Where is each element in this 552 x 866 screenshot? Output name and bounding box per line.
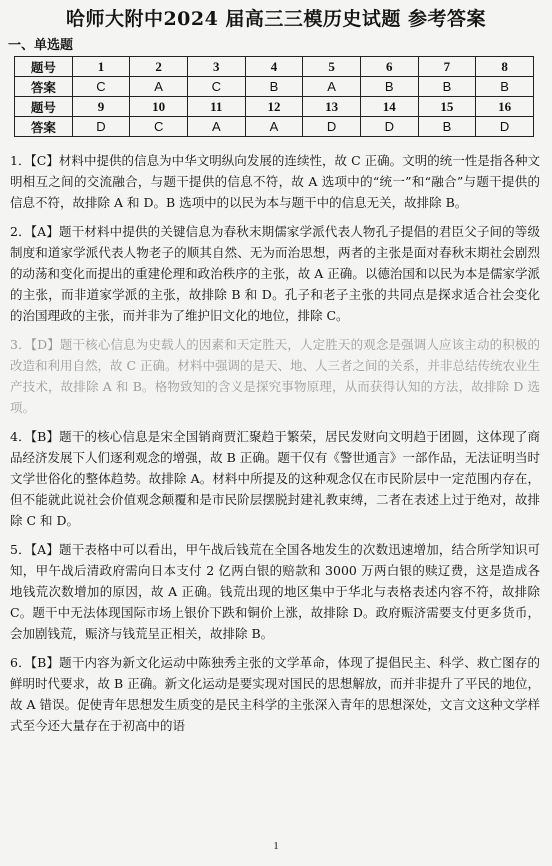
- table-row: [15, 97, 534, 117]
- table-cell: 14: [360, 97, 418, 117]
- table-row: [15, 117, 534, 137]
- page-number: 1: [273, 840, 279, 852]
- table-cell: A: [130, 77, 188, 97]
- table-cell: 6: [360, 57, 418, 77]
- table-cell: A: [187, 117, 245, 137]
- answer-explanation-3: 3．【D】题干核心信息为史载人的因素和天定胜天，人定胜天的观念是强调人应该主动的积极的改造和利用自然，故 C 正确。材料中强调的是天、地、人三者之间的关系，并非总结传统农业生产技术，故排除 A 和 B。格物致知的含义是探究事物原理，从而获得认知的方法，故排除 D 选项。: [10, 337, 541, 415]
- table-cell: 4: [245, 57, 303, 77]
- table-row: [15, 57, 534, 77]
- table-cell: 11: [187, 97, 245, 117]
- table-cell: 5: [303, 57, 361, 77]
- answer-explanation-4: 4．【B】题干的核心信息是宋全国销商贾汇聚趋于繁荣，居民发财向文明趋于团圆，这体现了商品经济发展下人们逐利观念的增强，故 B 正确。题干仅有《警世通言》一部作品，无法证明当时文学世俗化的整体趋势。故排除 A。材料中所提及的这种观念仅在市民阶层中一定范围内存在，但不能就此说社会价值观念颠覆和是市民阶层摆脱封建礼教束缚，二者在表述上过于绝对，故排除 C 和 D。: [10, 429, 540, 528]
- table-cell: 1: [72, 57, 130, 77]
- table-cell: A: [245, 117, 303, 137]
- table-cell: 2: [130, 57, 188, 77]
- table-cell: 7: [418, 57, 476, 77]
- page-title: 哈师大附中2024 届高三三模历史试题 参考答案: [65, 8, 487, 30]
- table-cell: 10: [130, 97, 188, 117]
- row-label-answer: 答案: [15, 117, 73, 137]
- row-label-number: 题号: [15, 97, 73, 117]
- answer-explanation-6: 6．【B】题干内容为新文化运动中陈独秀主张的文学革命，体现了提倡民主、科学、救亡图存的鲜明时代要求，故 B 正确。新文化运动是要实现对国民的思想解放，而并非提升了平民的地位，故 A 错误。促使青年思想发生质变的是民主科学的主张深入青年的思想深处，文言文这种文学样式至今还大量存在于初高中的语: [10, 655, 540, 733]
- table-cell: 13: [303, 97, 361, 117]
- table-cell: 8: [476, 57, 534, 77]
- table-cell: D: [303, 117, 361, 137]
- table-cell: C: [130, 117, 188, 137]
- table-cell: B: [476, 77, 534, 97]
- answer-key-table: [14, 56, 534, 137]
- row-label-number: 题号: [15, 57, 73, 77]
- table-row: [15, 77, 534, 97]
- table-cell: D: [476, 117, 534, 137]
- table-cell: A: [303, 77, 361, 97]
- table-cell: B: [360, 77, 418, 97]
- table-cell: 16: [476, 97, 534, 117]
- table-cell: 9: [72, 97, 130, 117]
- answer-explanation-1: 1．【C】材料中提供的信息为中华文明纵向发展的连续性，故 C 正确。文明的统一性是指各种文明相互之间的交流融合，与题干提供的信息不符，故 A 选项中的“统一”和“融合”与题干提供的信息不符，故排除 A 和 D。B 选项中的以民为本与题干中的信息无关，故排除 B。: [10, 153, 540, 210]
- table-cell: 3: [187, 57, 245, 77]
- table-cell: C: [187, 77, 245, 97]
- table-cell: B: [418, 117, 476, 137]
- table-cell: B: [245, 77, 303, 97]
- answer-explanation-5: 5．【A】题干表格中可以看出，甲午战后钱荒在全国各地发生的次数迅速增加，结合所学知识可知，甲午战后清政府需向日本支付 2 亿两白银的赔款和 3000 万两白银的赎辽费，这是造成各地钱荒次数增加的原因，故 A 正确。钱荒出现的地区集中于华北与表格表述内容不符，故排除 C。题干中无法体现国际市场上银价下跌和铜价上涨，故排除 D。政府赈济需要支付更多货币，会加剧钱荒，赈济与钱荒呈正相关，故排除 B。: [10, 542, 540, 641]
- table-cell: 15: [418, 97, 476, 117]
- answer-explanations: [10, 150, 540, 744]
- table-cell: B: [418, 77, 476, 97]
- row-label-answer: 答案: [15, 77, 73, 97]
- table-cell: C: [72, 77, 130, 97]
- answer-explanation-2: 2．【A】题干材料中提供的关键信息为春秋末期儒家学派代表人物孔子提倡的君臣父子间的等级制度和道家学派代表人物老子的顺其自然、无为而治思想，两者的主张是面对春秋末期社会剧烈的动荡和变化而提出的重建伦理和政治秩序的主张，故 A 正确。以德治国和以民为本是儒家学派的主张，而非道家学派的主张，故排除 B 和 D。孔子和老子主张的共同点是探求适合社会变化的治国理政的主张，而并非为了维护旧文化的地位，排除 C。: [10, 224, 540, 323]
- table-cell: D: [72, 117, 130, 137]
- section-heading: 一、单选题: [8, 38, 74, 53]
- table-cell: 12: [245, 97, 303, 117]
- table-cell: D: [360, 117, 418, 137]
